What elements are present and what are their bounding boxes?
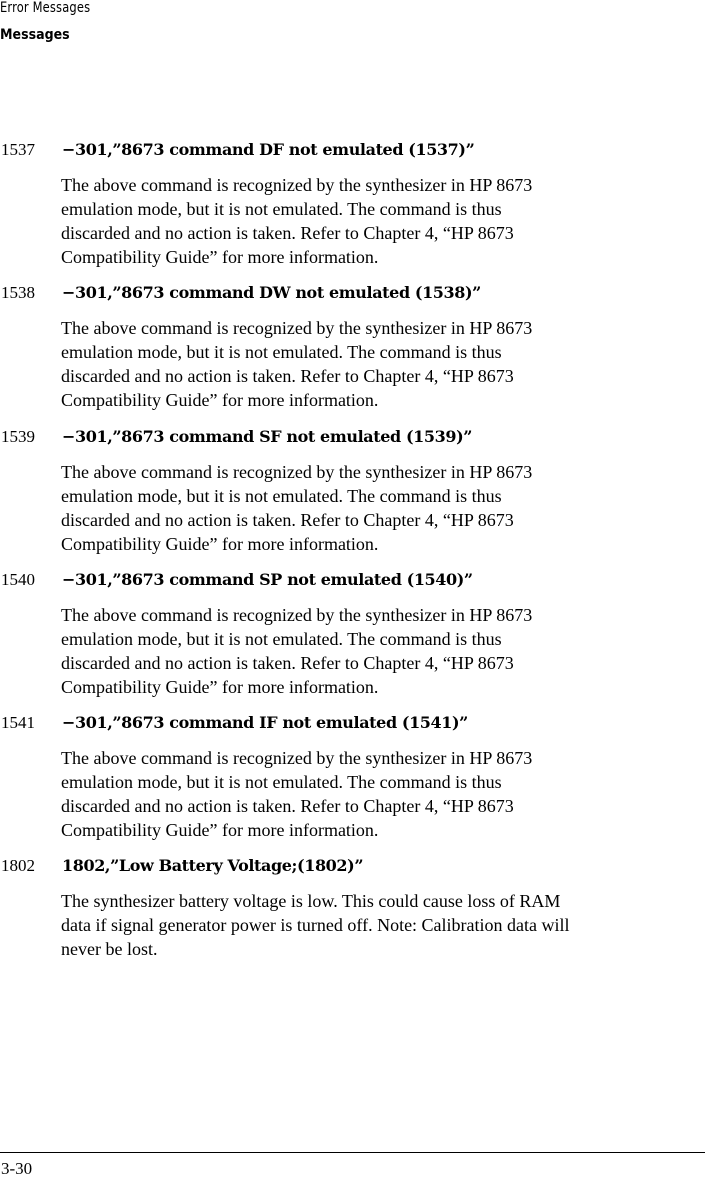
description-line: Compatibility Guide” for more information. — [61, 390, 379, 410]
description-line: discarded and no action is taken. Refer to Chapter 4, “HP 8673 — [61, 510, 514, 530]
error-number: 1802 — [1, 856, 35, 875]
error-number: 1539 — [1, 427, 35, 446]
description-line: discarded and no action is taken. Refer to Chapter 4, “HP 8673 — [61, 796, 514, 816]
error-message: 1802,”Low Battery Voltage;(1802)” — [62, 856, 364, 875]
description-line: Compatibility Guide” for more information. — [61, 247, 379, 267]
description-line: Compatibility Guide” for more information. — [61, 677, 379, 697]
description-line: emulation mode, but it is not emulated. The command is thus — [61, 629, 502, 649]
error-message: −301,”8673 command SP not emulated (1540)” — [62, 570, 473, 589]
error-message: −301,”8673 command SF not emulated (1539)” — [62, 427, 473, 446]
error-number: 1538 — [1, 283, 35, 302]
section-header: Error Messages — [0, 0, 91, 16]
error-number: 1537 — [1, 140, 35, 159]
error-number: 1541 — [1, 713, 35, 732]
subsection-header: Messages — [0, 27, 70, 43]
description-line: The above command is recognized by the synthesizer in HP 8673 — [61, 318, 533, 338]
description-line: Compatibility Guide” for more information. — [61, 534, 379, 554]
description-line: The above command is recognized by the synthesizer in HP 8673 — [61, 748, 533, 768]
description-line: emulation mode, but it is not emulated. The command is thus — [61, 342, 502, 362]
error-message: −301,”8673 command DF not emulated (1537)” — [62, 140, 475, 159]
description-line: emulation mode, but it is not emulated. The command is thus — [61, 486, 502, 506]
description-line: The synthesizer battery voltage is low. This could cause loss of RAM — [61, 891, 561, 911]
error-message: −301,”8673 command DW not emulated (1538)” — [62, 283, 481, 302]
description-line: Compatibility Guide” for more information. — [61, 820, 379, 840]
description-line: never be lost. — [61, 939, 158, 959]
description-line: emulation mode, but it is not emulated. The command is thus — [61, 199, 502, 219]
error-message: −301,”8673 command IF not emulated (1541)” — [62, 713, 468, 732]
description-line: discarded and no action is taken. Refer to Chapter 4, “HP 8673 — [61, 223, 514, 243]
description-line: The above command is recognized by the synthesizer in HP 8673 — [61, 462, 533, 482]
error-description — [61, 746, 709, 842]
description-line: discarded and no action is taken. Refer to Chapter 4, “HP 8673 — [61, 366, 514, 386]
error-description — [61, 460, 709, 556]
description-line: emulation mode, but it is not emulated. The command is thus — [61, 772, 502, 792]
page-number: 3-30 — [1, 1159, 33, 1178]
description-line: The above command is recognized by the synthesizer in HP 8673 — [61, 175, 533, 195]
error-number: 1540 — [1, 570, 35, 589]
error-description — [61, 889, 709, 961]
description-line: data if signal generator power is turned off. Note: Calibration data will — [61, 915, 570, 935]
description-line: The above command is recognized by the synthesizer in HP 8673 — [61, 605, 533, 625]
error-description — [61, 316, 709, 412]
error-description — [61, 603, 709, 699]
footer-rule — [0, 1152, 705, 1153]
description-line: discarded and no action is taken. Refer to Chapter 4, “HP 8673 — [61, 653, 514, 673]
error-description — [61, 173, 709, 269]
